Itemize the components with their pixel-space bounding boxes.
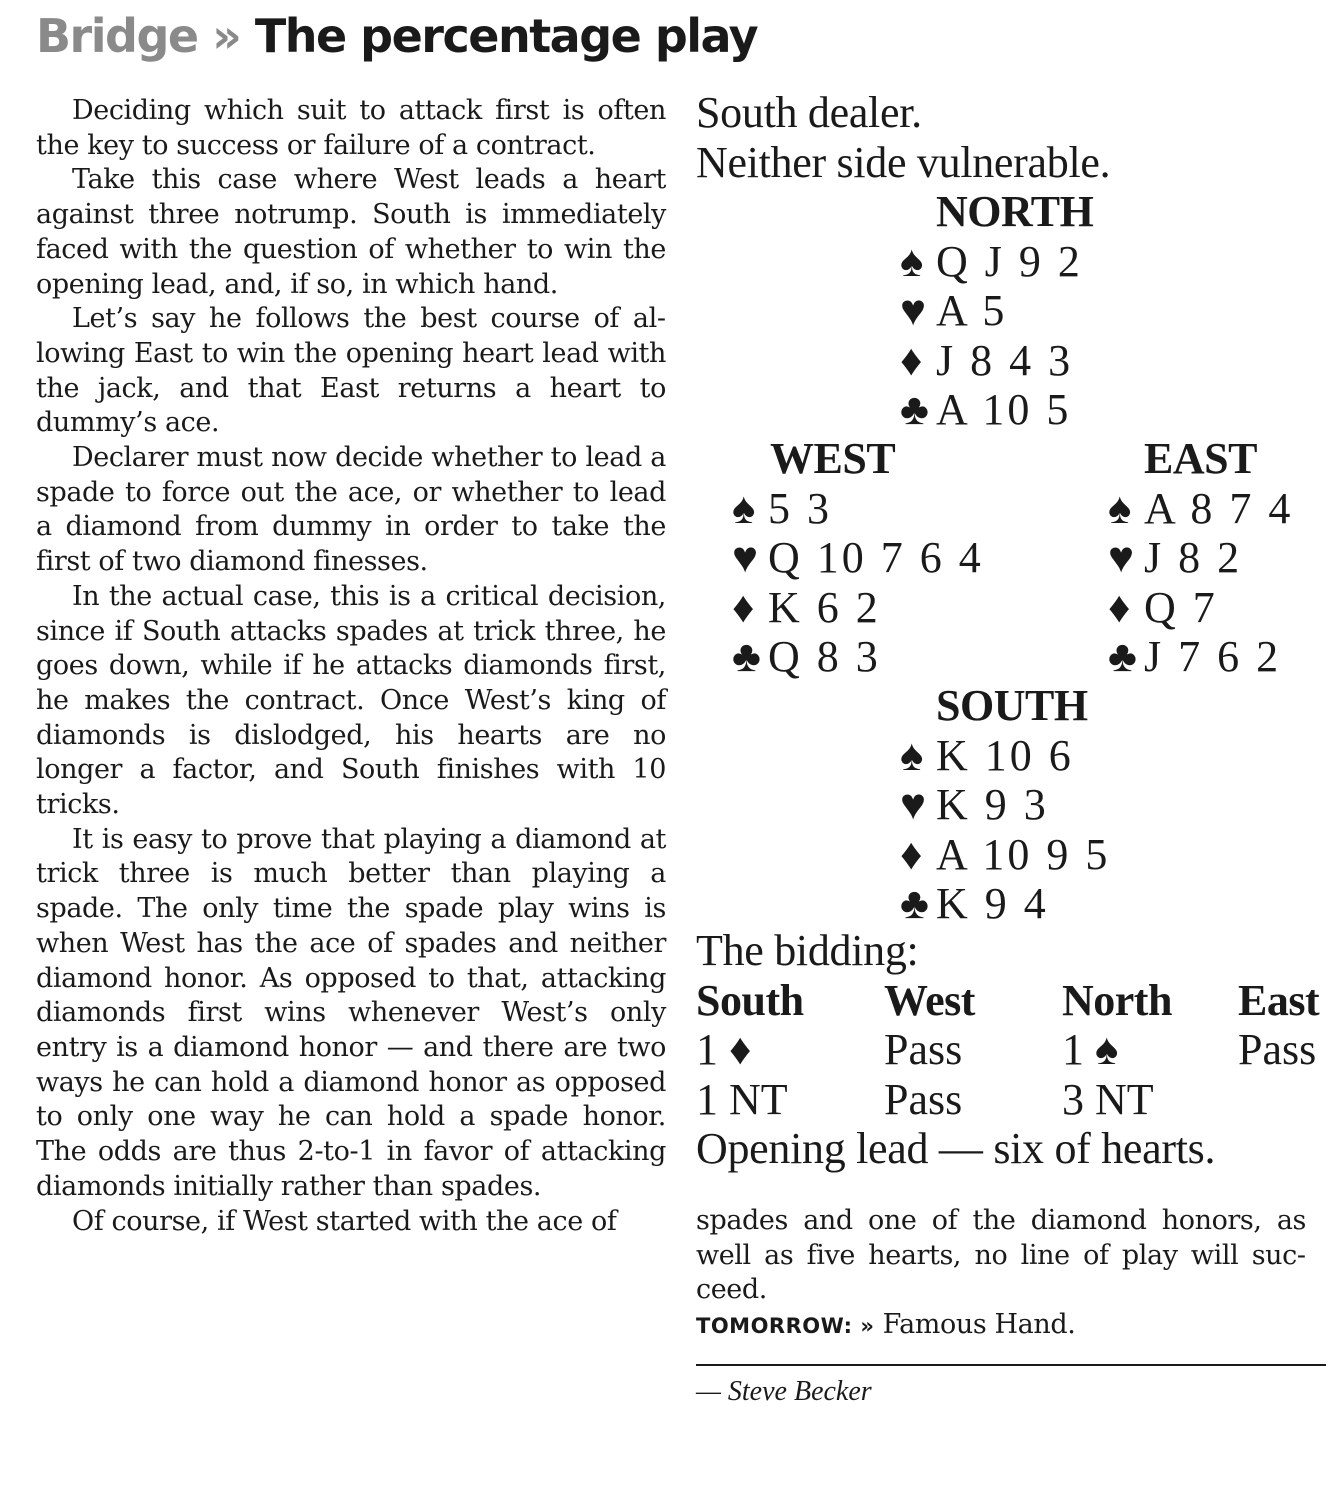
bid-cell: Pass [1238,1025,1317,1074]
north-hearts [900,286,1093,336]
byline: — Steve Becker [696,1376,872,1407]
divider [696,1364,1326,1366]
west-diamonds-cards: K 6 2 [768,582,881,632]
bidding-row [696,1025,1326,1075]
south-diamonds [900,830,1110,880]
east-diamonds-cards: Q 7 [1144,582,1218,632]
south-spades [900,731,1110,781]
west-clubs [732,632,984,682]
section-kicker: Bridge » [36,9,241,63]
diamond-icon: ♦ [732,582,758,632]
west-clubs-cards: Q 8 3 [768,632,881,681]
east-clubs-cards: J 7 6 2 [1144,632,1282,681]
east-diamonds [1108,583,1293,633]
south-label: SOUTH [936,681,1088,730]
east-clubs [1108,632,1293,682]
spade-icon: ♠ [900,730,927,780]
club-icon: ♣ [900,385,932,434]
opening-lead: Opening lead — six of hearts. [696,1124,1216,1173]
south-hand [900,681,1110,929]
paragraph: Let’s say he follows the best course of allowing East to win the opening heart lead with the jack, and that East returns a heart to dummy’s ace. [36,303,666,439]
bid-cell [1238,1075,1326,1125]
bidding-header-east: East [1238,975,1320,1025]
diamond-icon: ♦ [900,335,926,385]
north-hearts-cards: A 5 [936,286,1008,335]
bidding-row [696,1075,1326,1125]
spade-icon: ♠ [732,483,759,533]
west-hearts [732,533,984,583]
bid-cell: 3 NT [1062,1074,1154,1124]
bidding-header-west: West [884,975,975,1025]
south-diamonds-cards: A 10 9 5 [936,829,1111,879]
east-spades-cards: A 8 7 4 [1144,483,1294,533]
north-diamonds [900,336,1093,386]
paragraph: Take this case where West leads a heart against three notrump. South is immediately faced with the question of whether to win the opening lead, and, if so, in which hand. [36,164,666,300]
west-diamonds [732,583,984,633]
west-spades-cards: 5 3 [768,483,832,533]
west-hearts-cards: Q 10 7 6 4 [768,533,984,582]
page-title: The percentage play [254,9,758,63]
paragraph: Declarer must now decide whether to lead a spade to force out the ace, or whether to lead a diamond from dummy in order to take the first of two diamond finesses. [36,442,666,578]
east-label: EAST [1144,434,1257,483]
bid-cell: Pass [884,1074,963,1124]
north-hand [900,187,1093,435]
north-spades-cards: Q J 9 2 [936,236,1083,286]
vulnerability-line: Neither side vulnerable. [696,137,1111,187]
heart-icon: ♥ [900,780,930,829]
club-icon: ♣ [732,632,764,681]
north-label: NORTH [936,187,1094,236]
bidding-header-row [696,976,1326,1026]
club-icon: ♣ [1108,632,1140,681]
south-spades-cards: K 10 6 [936,730,1074,780]
bidding-header-north: North [1062,975,1172,1025]
tomorrow-label: TOMORROW: » [696,1314,875,1339]
north-spades [900,237,1093,287]
west-hand [732,434,984,682]
south-hearts-cards: K 9 3 [936,780,1049,829]
heart-icon: ♥ [732,533,762,582]
tomorrow-line [696,1308,1306,1344]
headline [36,6,757,66]
south-clubs [900,879,1110,929]
paragraph: Deciding which suit to attack first is often the key to success or failure of a contract. [36,95,666,161]
bidding-title: The bidding: [696,926,919,975]
paragraph: Of course, if West started with the ace of [72,1205,617,1237]
heart-icon: ♥ [900,286,930,335]
bid-cell: 1 ♠ [1062,1025,1119,1074]
diamond-icon: ♦ [1108,582,1134,632]
article-continuation [696,1204,1306,1344]
spade-icon: ♠ [1108,483,1135,533]
south-clubs-cards: K 9 4 [936,879,1049,928]
south-hearts [900,780,1110,830]
east-spades [1108,484,1293,534]
east-hearts [1108,533,1293,583]
west-spades [732,484,984,534]
tomorrow-text: Famous Hand. [882,1309,1076,1341]
bridge-diagram [696,88,1326,1173]
east-hearts-cards: J 8 2 [1144,533,1243,582]
spade-icon: ♠ [900,236,927,286]
north-clubs [900,385,1093,435]
bid-cell: 1 ♦ [696,1025,752,1074]
club-icon: ♣ [900,879,932,928]
article-body [36,94,666,1239]
diamond-icon: ♦ [900,829,926,879]
heart-icon: ♥ [1108,533,1138,582]
paragraph: In the actual case, this is a critical decision, since if South attacks spades at trick three, he goes down, while if he attacks diamonds first, he makes the contract. Once West’s king of diamonds is dislodged, his hearts are no longer a factor, and South finishes with 10 tricks. [36,580,666,821]
north-diamonds-cards: J 8 4 3 [936,335,1074,385]
north-clubs-cards: A 10 5 [936,385,1072,434]
dealer-line: South dealer. [696,88,922,137]
bid-cell: 1 NT [696,1074,788,1124]
west-label: WEST [770,434,896,483]
bidding-table [696,926,1326,1174]
east-hand [1108,434,1293,682]
bid-cell: Pass [884,1025,963,1074]
paragraph: spades and one of the diamond honors, as well as five hearts, no line of play will succeed. [696,1205,1306,1306]
bidding-header-south: South [696,975,804,1025]
paragraph: It is easy to prove that playing a diamond at trick three is much better than playing a spade. The only time the spade play wins is when West has the ace of spades and neither diamond honor. As opposed to that, attacking diamonds first wins whenever West’s only entry is a diamond honor — and there are two ways he can hold a diamond honor as opposed to only one way he can hold a spade honor. The odds are thus 2-to-1 in favor of attacking diamonds initially rather than spades. [36,823,666,1202]
